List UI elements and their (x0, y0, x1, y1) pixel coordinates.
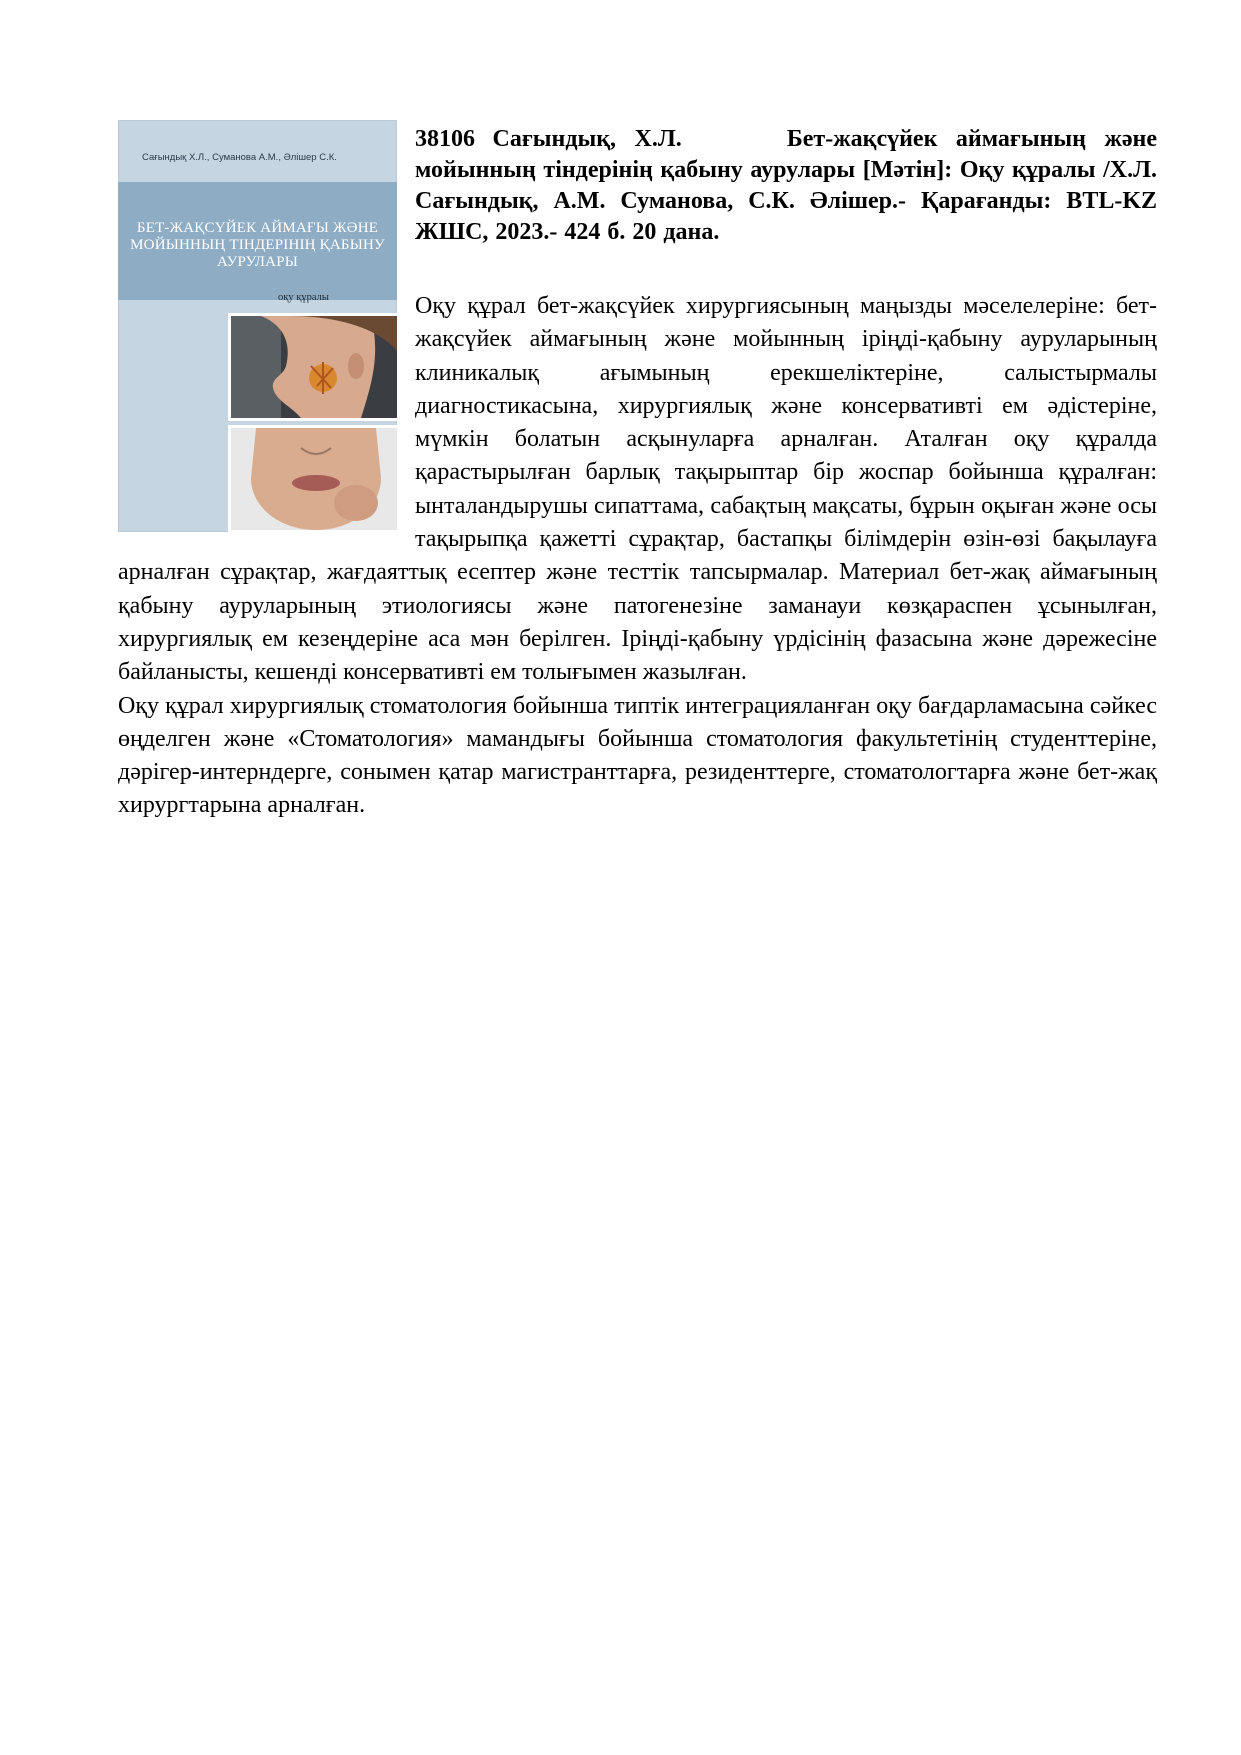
cover-wrap-spacer (118, 290, 415, 556)
annotation-paragraph-2: Оқу құрал хирургиялық стоматология бойынша типтік интеграцияланған оқу бағдарламасына сәйкес өңделген және «Стоматология» мамандығы бойынша стоматология факультетінің студенттеріне, дәрігер-интерндерге, сонымен қатар магистранттарға, резиденттерге, стоматологтарға және бет-жақ хирургтарына арналған. (118, 692, 1157, 819)
cover-title: БЕТ-ЖАҚСҮЙЕК АЙМАҒЫ ЖӘНЕ МОЙЫННЫҢ ТІНДЕРІНІҢ ҚАБЫНУ АУРУЛАРЫ (130, 220, 385, 270)
cover-authors: Сағындық Х.Л., Суманова А.М., Әлішер С.К. (142, 152, 337, 163)
book-annotation (118, 290, 1157, 823)
entry-author: Сағындық, Х.Л. (492, 126, 682, 152)
annotation-paragraph-1: Оқу құрал бет-жақсүйек хирургиясының маңызды мәселелеріне: бет-жақсүйек аймағының және мойынның іріңді-қабыну ауруларының клиникалық ағымының ерекшеліктеріне, салыстырмалы диагностикасына, хирургиялық және консервативті ем әдістеріне, мүмкін болатын асқынуларға арналған. Аталған оқу құралда қарастырылған барлық тақырыптар бір жоспар бойынша құралған: ынталандырушы сипаттама, сабақтың мақсаты, бұрын оқыған және осы тақырыпқа қажетті сұрақтар, бастапқы білімдерін өзін-өзі бақылауға арналған сұрақтар, жағдаяттық есептер және тесттік тапсырмалар. Материал бет-жақ аймағының қабыну ауруларының этиологиясы және патогенезіне заманауи көзқараспен ұсынылған, хирургиялық ем кезеңдеріне аса мән берілген. Іріңді-қабыну үрдісінің фазасына және дәрежесіне байланысты, кешенді консервативті ем толығымен жазылған. (118, 293, 1157, 686)
entry-title-block: Бет-жақсүйек аймағының және мойынның тіндерінің қабыну аурулары [Мәтін]: Оқу құралы /Х.Л. Сағындық, А.М. Суманова, С.К. Әлішер.- Қарағанды: BTL-KZ ЖШС, 2023.- 424 б. 20 дана. (415, 126, 1158, 245)
cover-subtitle: оқу құралы (278, 292, 329, 303)
bibliographic-entry (415, 124, 1157, 248)
entry-number: 38106 (415, 126, 475, 152)
